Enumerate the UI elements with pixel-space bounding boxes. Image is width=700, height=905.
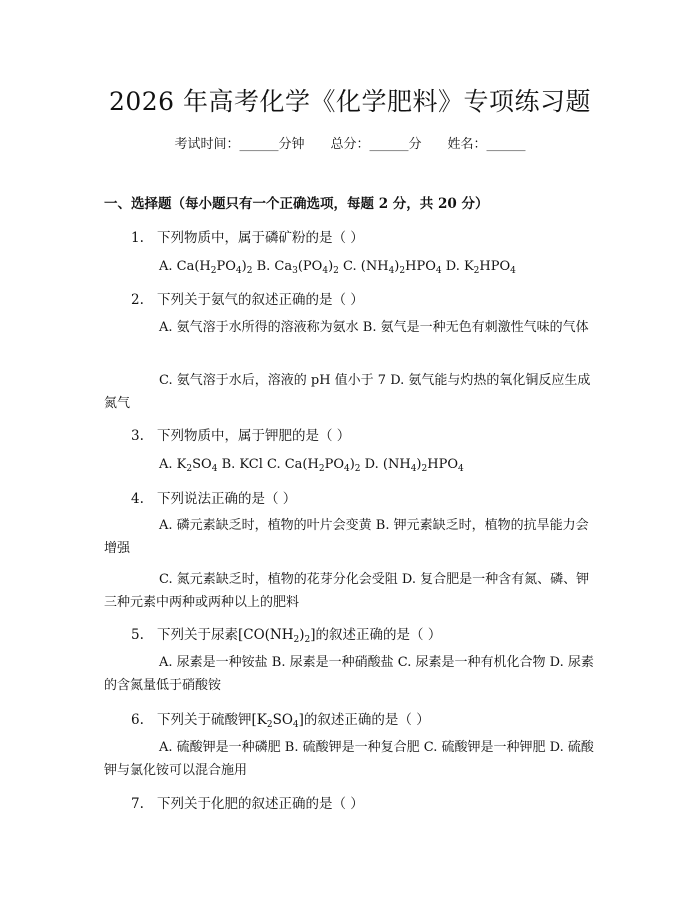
question-stem: 下列关于尿素$[CO(NH_2)_2]$的叙述正确的是（ ） (157, 627, 442, 645)
question-4 (131, 487, 296, 507)
question-stem: 下列物质中，属于磷矿粉的是（ ） (157, 230, 364, 246)
exam-meta (0, 133, 700, 152)
question-stem: 下列说法正确的是（ ） (157, 491, 297, 507)
question-1-options: A. $Ca(H_2PO_4)_2$ B. $Ca_3(PO_4)_2$ C. $(NH_4)_2HPO_4$ D. $K_2HPO_4$ (159, 259, 516, 276)
question-3 (131, 424, 350, 444)
question-6-options: A. 硫酸钾是一种磷肥 B. 硫酸钾是一种复合肥 C. 硫酸钾是一种钾肥 D. 硫酸钾与氯化铵可以混合施用 (104, 740, 594, 778)
page-title: 2026 年高考化学《化学肥料》专项练习题 (108, 87, 592, 116)
question-number: 7. (131, 796, 144, 812)
student-name-field: 姓名：______ (447, 137, 526, 152)
total-score-field: 总分：______分 (330, 137, 422, 152)
question-stem: 下列关于硫酸钾$[K_2SO_4]$的叙述正确的是（ ） (157, 712, 430, 730)
question-4-options-line-1: A. 磷元素缺乏时，植物的叶片会变黄 B. 钾元素缺乏时，植物的抗旱能力会增强 (104, 518, 589, 556)
question-number: 3. (131, 428, 144, 444)
section-heading-choice: 一、选择题（每小题只有一个正确选项，每题 2 分，共 20 分） (104, 196, 489, 212)
question-4-options-line-2: C. 氮元素缺乏时，植物的花芽分化会受阻 D. 复合肥是一种含有氮、磷、钾三种元素中两种或两种以上的肥料 (104, 572, 590, 610)
question-number: 6. (131, 712, 144, 728)
question-stem: 下列关于氨气的叙述正确的是（ ） (157, 292, 364, 308)
question-1 (131, 226, 364, 246)
exam-time-field: 考试时间：______分钟 (174, 137, 305, 152)
question-3-options: A. $K_2SO_4$ B. KCl C. $Ca(H_2PO_4)_2$ D. $(NH_4)_2HPO_4$ (159, 457, 464, 474)
question-5-options: A. 尿素是一种铵盐 B. 尿素是一种硝酸盐 C. 尿素是一种有机化合物 D. 尿素的含氮量低于硝酸铵 (104, 655, 594, 693)
question-number: 5. (131, 627, 144, 643)
question-6 (131, 708, 430, 730)
question-number: 4. (131, 491, 144, 507)
question-7 (131, 792, 364, 812)
question-stem: 下列物质中，属于钾肥的是（ ） (157, 428, 351, 444)
question-5 (131, 623, 441, 645)
question-number: 1. (131, 230, 144, 246)
question-stem: 下列关于化肥的叙述正确的是（ ） (157, 796, 364, 812)
question-2 (131, 288, 364, 308)
question-2-options-line-2: C. 氨气溶于水后，溶液的 pH 值小于 7 D. 氨气能与灼热的氧化铜反应生成氮气 (104, 373, 591, 411)
question-number: 2. (131, 292, 144, 308)
question-2-options-line-1: A. 氨气溶于水所得的溶液称为氨水 B. 氨气是一种无色有刺激性气味的气体 (159, 320, 589, 335)
